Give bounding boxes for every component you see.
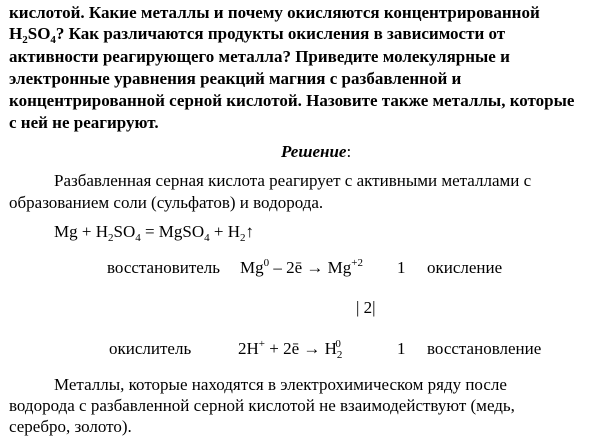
formula-so: SO: [27, 24, 51, 43]
half-reaction-1-coefficient: 1: [397, 258, 406, 277]
question-line-3: активности реагирующего металла? Приведите молекулярные и: [9, 47, 510, 66]
molecular-equation: $Mg + H_2SO_4$ = MgSO$_4$ + $H_2↑$: [54, 222, 255, 244]
question-line-6: с ней не реагируют.: [9, 113, 159, 132]
question-line-4: электронные уравнения реакций магния с разбавленной и: [9, 69, 462, 88]
formula-h: H: [9, 24, 23, 43]
half-reaction-2-coefficient: 1: [397, 339, 406, 358]
paragraph-1-line-1: Разбавленная серная кислота реагирует с активными металлами с: [54, 171, 532, 190]
half-reaction-1-equation: Mg$^0$ – 2ē → $Mg^{+2}$: [240, 257, 364, 277]
solution-heading: Решение:: [281, 142, 352, 161]
conclusion-line-3: серебро, золото).: [9, 417, 132, 436]
half-reaction-1-role: восстановитель: [107, 258, 221, 277]
half-reaction-2-process: восстановление: [427, 339, 542, 358]
conclusion-line-2: водорода с разбавленной серной кислотой не взаимодействуют (медь,: [9, 396, 515, 415]
question-line-1: кислотой. Какие металлы и почему окисляются концентрированной: [9, 3, 540, 22]
conclusion-line-1: Металлы, которые находятся в электрохимическом ряду после: [54, 375, 507, 394]
question-line-5: концентрированной серной кислотой. Назовите также металлы, которые: [9, 91, 575, 110]
half-reaction-2-role: окислитель: [109, 339, 192, 358]
half-reaction-1-process: окисление: [427, 258, 503, 277]
electron-balance-lcm: | 2|: [356, 298, 376, 317]
question-line-2: $H_2SO_4$? Как различаются продукты окисления в зависимости от: [9, 24, 506, 46]
half-reaction-2-equation: 2H+ + 2ē → $H_2^0$: [238, 338, 343, 361]
paragraph-1-line-2: образованием соли (сульфатов) и водорода.: [9, 193, 324, 212]
